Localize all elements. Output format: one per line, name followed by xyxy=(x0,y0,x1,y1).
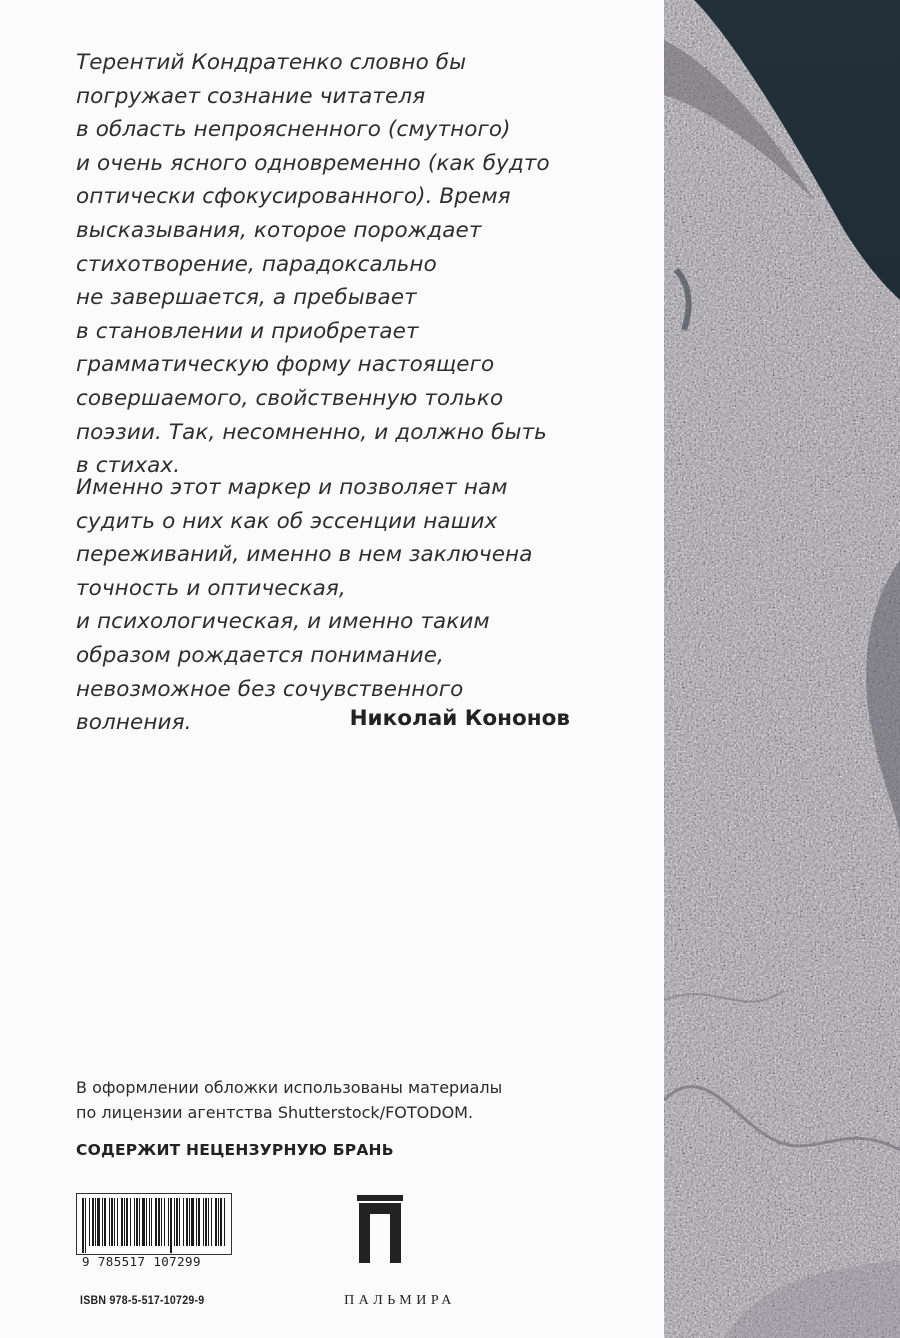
barcode-bar xyxy=(191,1198,194,1246)
barcode-bar xyxy=(211,1198,212,1246)
barcode-bar xyxy=(92,1198,94,1246)
barcode-bar xyxy=(97,1198,100,1246)
barcode-bar xyxy=(196,1198,197,1246)
quote-line: волнения. xyxy=(76,710,192,736)
barcode-bar xyxy=(158,1198,160,1246)
barcode-bar xyxy=(203,1198,204,1246)
barcode-bar xyxy=(142,1198,145,1246)
quote-line: поэзии. Так, несомненно, и должно быть xyxy=(76,419,547,445)
quote-line: Терентий Кондратенко словно бы xyxy=(76,50,467,75)
barcode-bar xyxy=(224,1198,225,1246)
stone-texture-image xyxy=(664,0,900,1338)
quote-line: не завершается, а пребывает xyxy=(76,285,417,311)
quote-line: судить о них как об эссенции наших xyxy=(76,508,498,534)
barcode-bar xyxy=(117,1198,118,1246)
isbn-number: ISBN 978-5-517-10729-9 xyxy=(80,1293,205,1307)
quote-line: в стихах. xyxy=(76,453,181,479)
quote-line: погружает сознание читателя xyxy=(76,83,426,109)
barcode-bar xyxy=(220,1198,222,1246)
quote-line: высказывания, которое порождает xyxy=(76,217,482,243)
quote-line: переживаний, именно в нем заключена xyxy=(76,542,533,568)
barcode-bar xyxy=(183,1198,184,1246)
barcode-bar xyxy=(109,1198,110,1246)
publisher-name: ПАЛЬМИРА xyxy=(344,1293,456,1308)
barcode-bar xyxy=(121,1198,123,1246)
quote-line: совершаемого, свойственную только xyxy=(76,385,504,411)
barcode-bar xyxy=(114,1198,115,1246)
barcode-bar xyxy=(164,1198,165,1246)
barcode-bar xyxy=(82,1198,84,1253)
quote-line: невозможное без сочувственного xyxy=(76,676,464,702)
quote-author: Николай Кононов xyxy=(349,706,570,731)
barcode-bar xyxy=(198,1198,200,1246)
barcode-bar xyxy=(215,1198,217,1246)
barcode-bar xyxy=(168,1198,169,1246)
barcode-bar xyxy=(130,1198,131,1246)
barcode-bar xyxy=(95,1198,96,1246)
barcode-bar xyxy=(104,1198,106,1246)
credits-line: по лицензии агентства Shutterstock/FOTODOM. xyxy=(76,1103,474,1122)
content-warning: СОДЕРЖИТ НЕЦЕНЗУРНУЮ БРАНЬ xyxy=(76,1141,394,1159)
barcode-bar xyxy=(149,1198,150,1246)
barcode-digits: 9 785517 107299 xyxy=(82,1254,201,1269)
barcode-bar xyxy=(85,1198,86,1253)
quote-paragraph-2 xyxy=(76,471,636,740)
barcode-bar xyxy=(126,1198,128,1246)
quote-line: оптически сфокусированного). Время xyxy=(76,184,511,210)
barcode-bar xyxy=(155,1198,157,1246)
credits-line: В оформлении обложки использованы материалы xyxy=(76,1078,503,1097)
barcode-bar xyxy=(89,1198,90,1246)
barcode-bar xyxy=(124,1198,125,1246)
barcode-bar xyxy=(189,1198,190,1246)
barcode-bar xyxy=(136,1198,138,1246)
arch-gate-icon xyxy=(357,1195,403,1263)
quote-line: грамматическую форму настоящего xyxy=(76,352,495,378)
barcode-bar xyxy=(134,1198,135,1246)
barcode-bar xyxy=(205,1198,207,1246)
barcode-bar xyxy=(176,1198,178,1246)
quote-line: Именно этот маркер и позволяет нам xyxy=(76,475,508,500)
quote-line: и очень ясного одновременно (как будто xyxy=(76,150,550,176)
barcode-bar xyxy=(179,1198,180,1246)
quote-line: в область непроясненного (смутного) xyxy=(76,117,511,143)
barcode-bar xyxy=(161,1198,162,1246)
quote-line: в становлении и приобретает xyxy=(76,318,419,344)
barcode-bar xyxy=(151,1198,152,1246)
image-credits xyxy=(76,1075,616,1125)
cover-photo xyxy=(664,0,900,1338)
barcode-bar xyxy=(146,1198,147,1246)
quote-paragraph-1 xyxy=(76,46,636,483)
barcode-bar xyxy=(111,1198,113,1246)
quote-line: образом рождается понимание, xyxy=(76,642,444,668)
barcode-bar xyxy=(170,1198,172,1253)
quote-line: и психологическая, и именно таким xyxy=(76,609,490,635)
barcode-bar xyxy=(208,1198,209,1246)
barcode-bar xyxy=(102,1198,103,1246)
barcode-bar xyxy=(186,1198,188,1246)
barcode-bars xyxy=(76,1193,232,1255)
quote-line: точность и оптическая, xyxy=(76,575,346,601)
barcode-bar xyxy=(174,1198,175,1246)
barcode-bar xyxy=(139,1198,140,1246)
quote-line: стихотворение, парадоксально xyxy=(76,251,437,277)
barcode-bar xyxy=(218,1198,219,1246)
